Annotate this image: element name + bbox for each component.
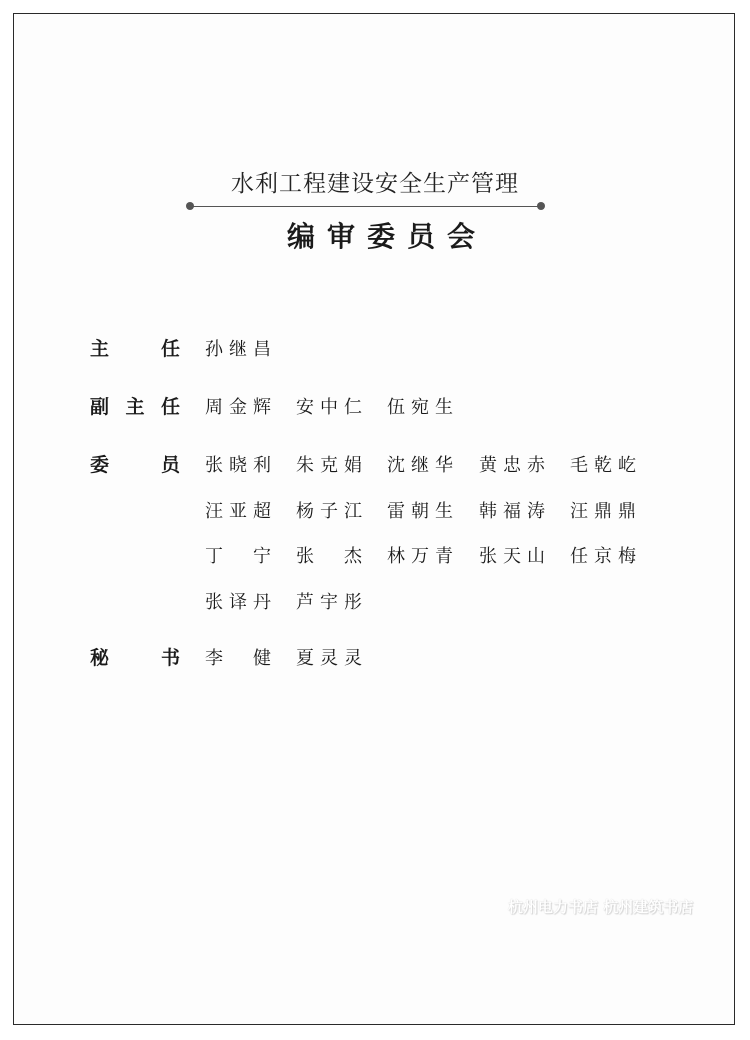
divider-dot-left — [186, 202, 194, 210]
member-name: 丁 宁 — [205, 546, 271, 567]
member-name: 任 京 梅 — [570, 546, 636, 567]
member-name: 韩 福 涛 — [479, 500, 545, 522]
member-name: 张 天 山 — [479, 546, 545, 567]
member-name: 夏 灵 灵 — [296, 648, 362, 669]
member-name: 林 万 青 — [387, 546, 453, 567]
role-label — [90, 334, 180, 361]
member-name: 朱 克 娟 — [296, 455, 362, 476]
title-divider — [190, 206, 542, 207]
member-name: 黄 忠 赤 — [479, 455, 545, 476]
divider-dot-right — [537, 202, 545, 210]
member-name: 安 中 仁 — [296, 397, 362, 418]
role-char: 任 — [160, 338, 180, 360]
member-name: 杨 子 江 — [296, 500, 362, 522]
role-label — [90, 392, 180, 419]
book-title: 水利工程建设安全生产管理 — [231, 171, 519, 197]
member-name: 张 杰 — [296, 546, 362, 567]
role-char: 委 — [90, 454, 110, 476]
role-label — [90, 450, 180, 477]
member-name: 周 金 辉 — [205, 397, 271, 418]
member-name: 沈 继 华 — [387, 455, 453, 476]
store-watermark: 杭州电力书店 杭州建筑书店 — [508, 898, 694, 916]
committee-title: 编审委员会 — [286, 220, 487, 253]
role-char: 书 — [160, 647, 180, 669]
member-name: 伍 宛 生 — [387, 397, 453, 418]
role-label — [90, 643, 180, 670]
member-name: 毛 乾 屹 — [570, 455, 636, 476]
role-char: 秘 — [90, 647, 110, 669]
member-name: 雷 朝 生 — [387, 500, 453, 522]
member-name: 张 译 丹 — [205, 591, 271, 613]
member-name: 汪 鼎 鼎 — [570, 500, 636, 522]
role-char: 副 — [90, 396, 110, 418]
role-char: 主 — [125, 396, 145, 418]
role-char: 任 — [160, 396, 180, 418]
member-name: 李 健 — [205, 648, 271, 669]
member-name: 汪 亚 超 — [205, 500, 271, 522]
role-char: 员 — [160, 454, 180, 476]
member-name: 孙 继 昌 — [205, 339, 271, 360]
role-char: 主 — [90, 338, 110, 360]
member-name: 芦 宇 彤 — [296, 591, 362, 613]
member-name: 张 晓 利 — [205, 455, 271, 476]
